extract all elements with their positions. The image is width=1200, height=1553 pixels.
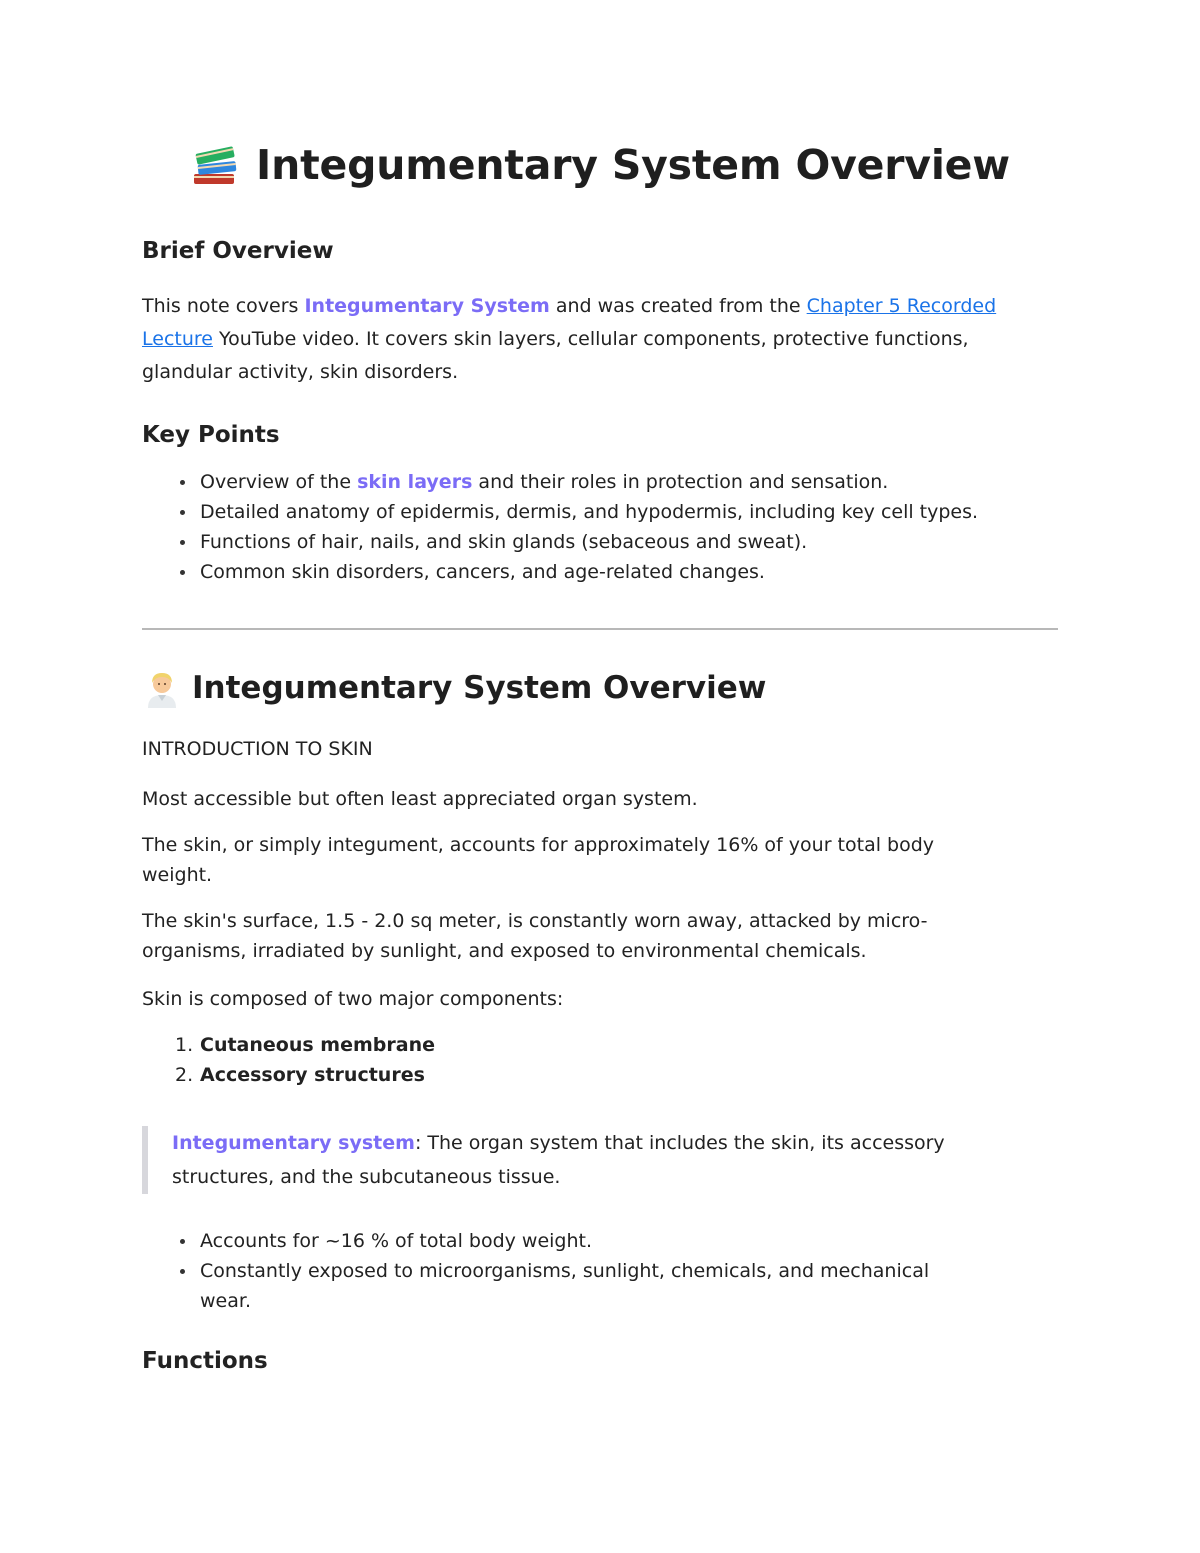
intro-label: INTRODUCTION TO SKIN	[142, 738, 373, 760]
brief-overview-paragraph	[142, 290, 1042, 389]
definition-text: : The organ system that includes the skin, its accessory structures, and the subcutaneous tissue.	[172, 1132, 945, 1188]
lecture-link[interactable]: Chapter 5 Recorded	[806, 295, 997, 317]
overview-topic-tag[interactable]: Integumentary System	[304, 295, 550, 317]
lecture-link-continued[interactable]: Lecture	[142, 328, 213, 350]
list-item: Functions of hair, nails, and skin glands (sebaceous and sweat).	[180, 527, 980, 557]
brief-overview-heading: Brief Overview	[142, 238, 334, 264]
components-list	[142, 1030, 435, 1090]
person-icon	[142, 668, 182, 708]
list-item: Common skin disorders, cancers, and age-related changes.	[180, 557, 980, 587]
section-divider	[142, 628, 1058, 630]
key-points-list	[142, 467, 980, 587]
overview-text-mid: and was created from the	[549, 295, 807, 317]
list-item: 2. Accessory structures	[175, 1064, 425, 1086]
section-heading	[142, 668, 766, 708]
facts-list	[142, 1226, 980, 1316]
books-icon	[190, 140, 240, 190]
paragraph-surface: The skin's surface, 1.5 - 2.0 sq meter, is constantly worn away, attacked by micro-organisms, irradiated by sunlight, and exposed to environmental chemicals.	[142, 910, 928, 962]
section-heading-text: Integumentary System Overview	[192, 670, 767, 706]
page-title	[142, 140, 1058, 190]
paragraph-accessible: Most accessible but often least appreciated organ system.	[142, 788, 698, 810]
functions-heading: Functions	[142, 1348, 268, 1374]
skin-layers-tag[interactable]: skin layers	[357, 471, 473, 493]
paragraph-body-weight: The skin, or simply integument, accounts for approximately 16% of your total body weight.	[142, 834, 935, 886]
key-points-heading: Key Points	[142, 422, 280, 448]
list-item: Overview of the skin layers and their roles in protection and sensation.	[180, 467, 980, 497]
definition-term-tag[interactable]: Integumentary system	[172, 1132, 415, 1154]
list-item: 1. Cutaneous membrane	[175, 1034, 435, 1056]
overview-text-post: YouTube video. It covers skin layers, cellular components, protective functions, glandular activity, skin disorders.	[142, 328, 969, 383]
overview-text-pre: This note covers	[142, 295, 305, 317]
list-item: Constantly exposed to microorganisms, sunlight, chemicals, and mechanical wear.	[180, 1256, 980, 1316]
list-item: Accounts for ~16 % of total body weight.	[180, 1226, 980, 1256]
page-title-text: Integumentary System Overview	[256, 141, 1010, 189]
list-item: Detailed anatomy of epidermis, dermis, and hypodermis, including key cell types.	[180, 497, 980, 527]
definition-callout	[142, 1126, 1052, 1194]
paragraph-components: Skin is composed of two major components:	[142, 988, 564, 1010]
